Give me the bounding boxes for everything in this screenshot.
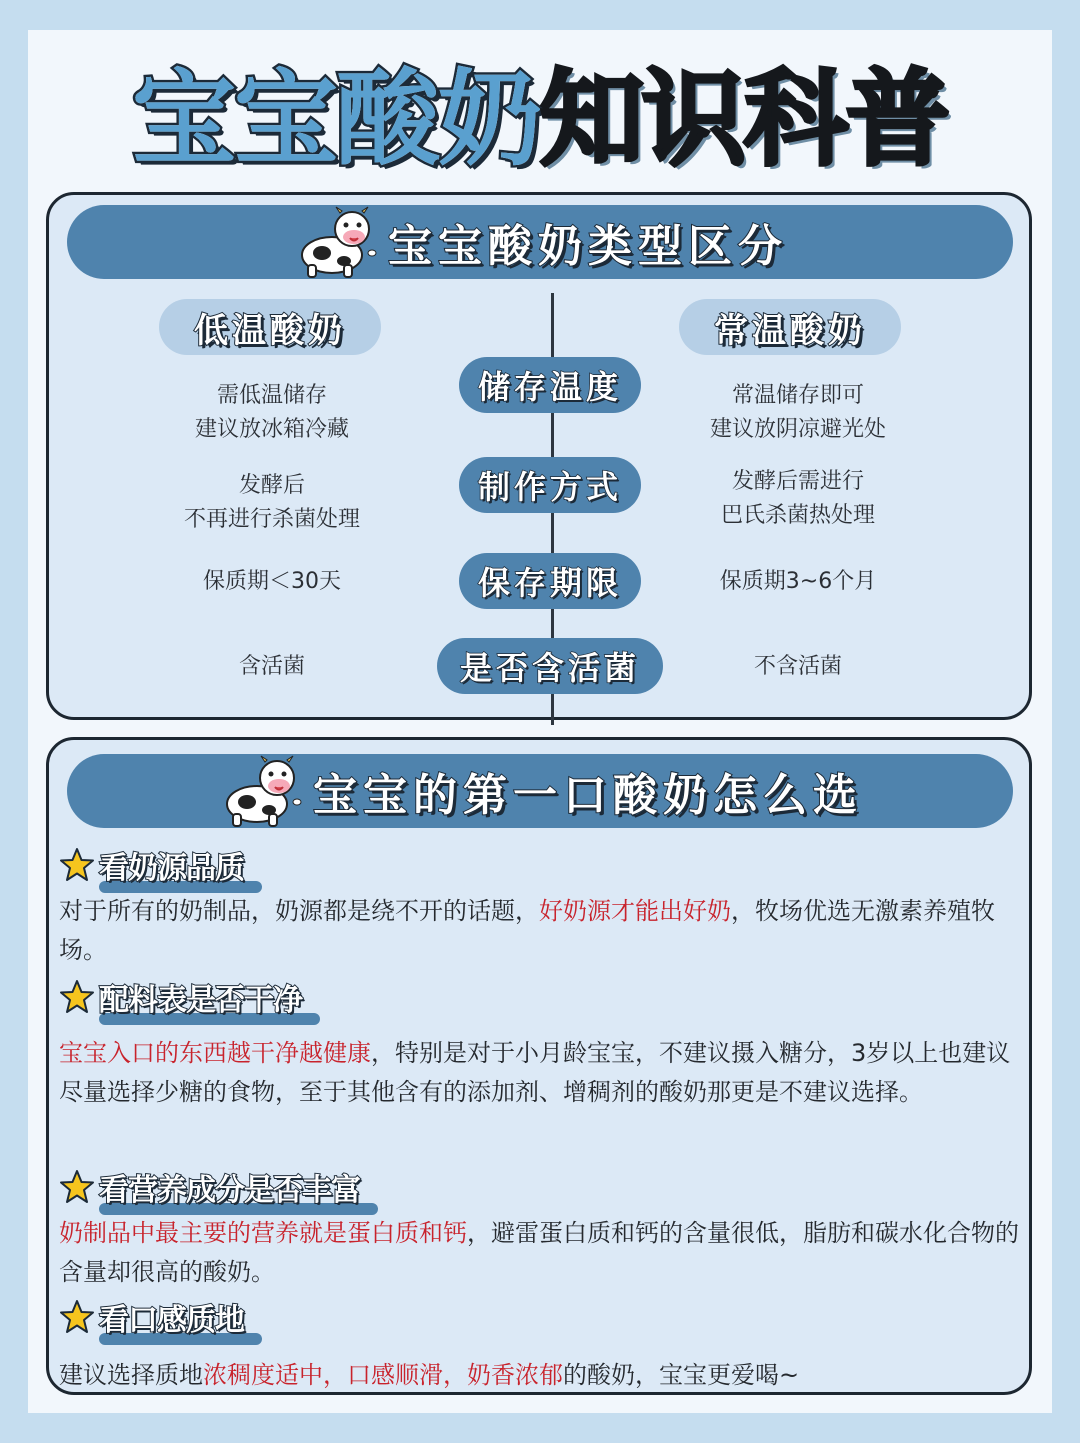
- tip-text-texture: [59, 1356, 1019, 1395]
- tip-heading-text: 看奶源品质: [99, 851, 244, 886]
- row-label-process: 制作方式: [459, 457, 641, 513]
- cell-line: 发酵后需进行: [731, 469, 864, 494]
- column-title-low-temp: 低温酸奶: [159, 299, 381, 355]
- star-icon: [59, 1169, 95, 1205]
- cell-line: 建议放阴凉避光处: [709, 417, 886, 442]
- text-normal: ，特别是对于小月龄宝宝，不建议摄入糖分，3岁以上也建议尽量选择少糖的食物，至于其他含有的添加剂、增稠剂的酸奶那更是不建议选择。: [59, 1039, 1011, 1106]
- row-label-shelf-life: 保存期限: [459, 553, 641, 609]
- tip-text-ingredients: [59, 1034, 1019, 1112]
- tip-heading-wrap: [99, 975, 314, 1019]
- cell-low-shelf-life: [107, 565, 437, 599]
- cell-line: 不含活菌: [753, 654, 842, 679]
- cell-room-live-bacteria: [633, 650, 963, 684]
- tip-heading-text: 看营养成分是否丰富: [99, 1173, 360, 1208]
- yogurt-types-panel: [46, 192, 1032, 720]
- cell-line: 需低温储存: [216, 383, 327, 408]
- cell-line: 不再进行杀菌处理: [183, 507, 360, 532]
- text-normal: ，牧场优选无激素养殖牧场。: [59, 897, 995, 964]
- text-normal: 建议选择质地: [59, 1361, 203, 1389]
- cell-line: 保质期3~6个月: [719, 569, 877, 594]
- cell-low-live-bacteria: [107, 650, 437, 684]
- text-normal: ，避雷蛋白质和钙的含量很低，脂肪和碳水化合物的含量却很高的酸奶。: [59, 1219, 1019, 1286]
- star-icon: [59, 1299, 95, 1335]
- choose-banner-text: 宝宝的第一口酸奶怎么选: [313, 770, 863, 821]
- tip-heading-ingredients: [59, 978, 314, 1016]
- text-highlight: 宝宝入口的东西越干净越健康: [59, 1039, 371, 1067]
- tip-heading-milk-source: [59, 846, 256, 884]
- star-icon: [59, 847, 95, 883]
- tip-heading-text: 配料表是否干净: [99, 983, 302, 1018]
- types-banner-text: 宝宝酸奶类型区分: [388, 221, 788, 272]
- text-highlight: 奶制品中最主要的营养就是蛋白质和钙: [59, 1219, 467, 1247]
- main-title-part1: 宝宝酸奶: [131, 58, 540, 180]
- text-normal: 对于所有的奶制品，奶源都是绕不开的话题，: [59, 897, 539, 925]
- main-title: [28, 40, 1052, 180]
- text-normal: 的酸奶，宝宝更爱喝~: [563, 1361, 800, 1389]
- text-highlight: 浓稠度适中，口感顺滑，奶香浓郁: [203, 1361, 563, 1389]
- row-label-storage: 储存温度: [459, 357, 641, 413]
- main-title-part2: 知识科普: [540, 58, 949, 180]
- choose-banner: [67, 754, 1013, 828]
- choose-yogurt-panel: [46, 737, 1032, 1395]
- types-banner: [67, 205, 1013, 279]
- text-highlight: 好奶源才能出好奶: [539, 897, 731, 925]
- tip-heading-wrap: [99, 1295, 256, 1339]
- cell-room-shelf-life: [633, 565, 963, 599]
- cell-line: 含活菌: [238, 654, 305, 679]
- cell-room-process: [633, 465, 963, 533]
- tip-heading-wrap: [99, 843, 256, 887]
- cell-low-storage: [107, 379, 437, 447]
- cell-line: 建议放冰箱冷藏: [194, 417, 349, 442]
- tip-heading-wrap: [99, 1165, 372, 1209]
- cow-icon: [292, 205, 378, 279]
- column-title-room-temp: 常温酸奶: [679, 299, 901, 355]
- tip-heading-text: 看口感质地: [99, 1303, 244, 1338]
- tip-heading-nutrition: [59, 1168, 372, 1206]
- cow-icon: [217, 754, 303, 828]
- cell-room-storage: [633, 379, 963, 447]
- cell-line: 保质期＜30天: [203, 569, 341, 594]
- row-label-live-bacteria: 是否含活菌: [437, 638, 663, 694]
- cell-line: 发酵后: [238, 473, 305, 498]
- cell-line: 巴氏杀菌热处理: [720, 503, 875, 528]
- cell-low-process: [107, 469, 437, 537]
- cell-line: 常温储存即可: [731, 383, 864, 408]
- tip-heading-texture: [59, 1298, 256, 1336]
- tip-text-nutrition: [59, 1214, 1019, 1292]
- star-icon: [59, 979, 95, 1015]
- tip-text-milk-source: [59, 892, 1019, 970]
